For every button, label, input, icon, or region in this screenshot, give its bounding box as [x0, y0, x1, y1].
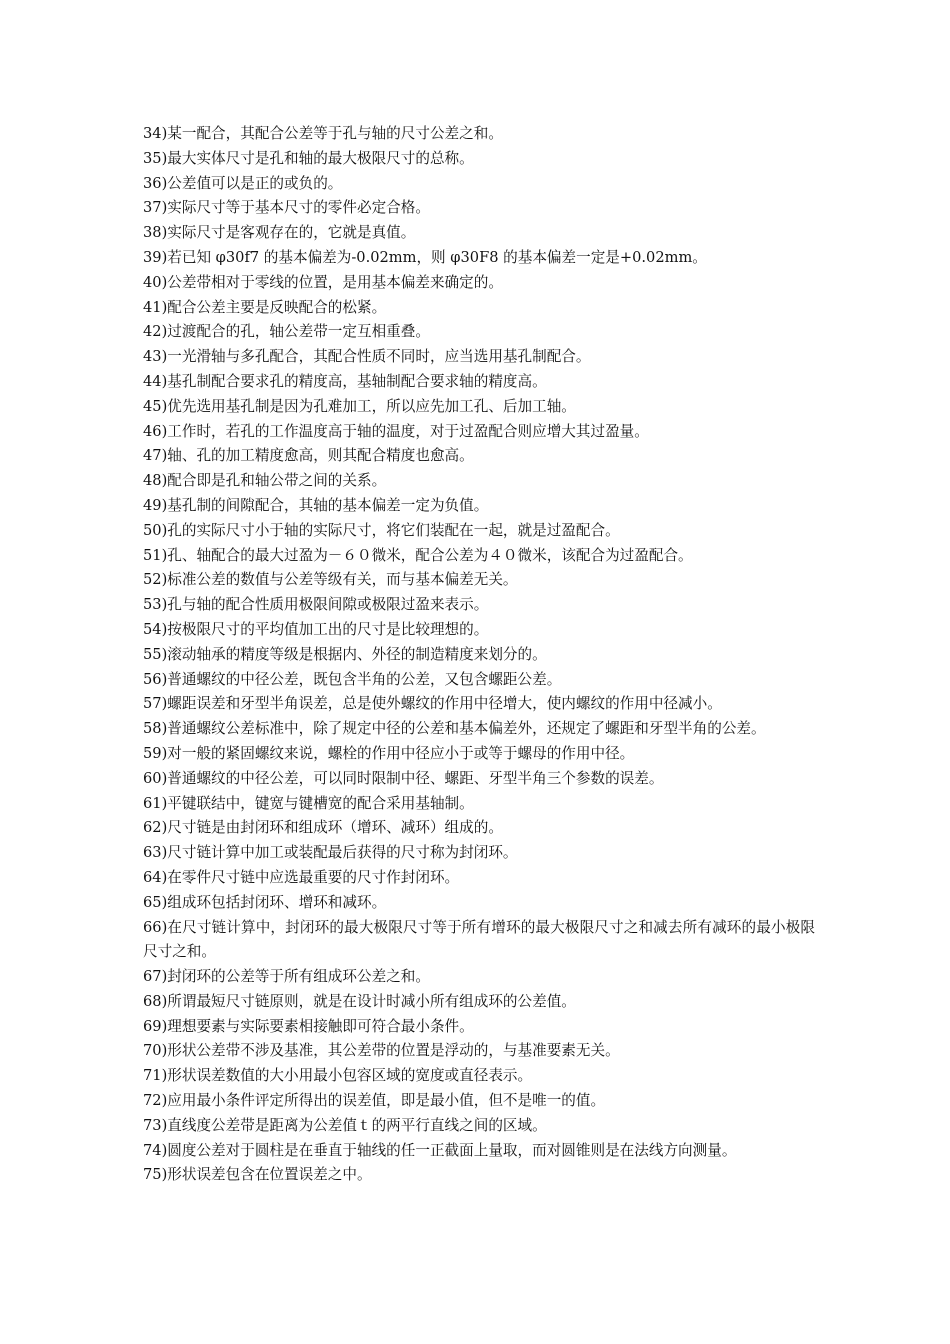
list-item: 61)平键联结中，键宽与键槽宽的配合采用基轴制。 [143, 794, 474, 812]
list-item: 47)轴、孔的加工精度愈高，则其配合精度也愈高。 [143, 447, 474, 465]
list-item: 50)孔的实际尺寸小于轴的实际尺寸，将它们装配在一起，就是过盈配合。 [143, 521, 620, 539]
list-item: 53)孔与轴的配合性质用极限间隙或极限过盈来表示。 [143, 596, 489, 614]
list-item: 74)圆度公差对于圆柱是在垂直于轴线的任一正截面上量取，而对圆锥则是在法线方向测量。 [143, 1141, 737, 1159]
list-item: 73)直线度公差带是距离为公差值ｔ的两平行直线之间的区域。 [143, 1116, 547, 1134]
list-item: 57)螺距误差和牙型半角误差，总是使外螺纹的作用中径增大，使内螺纹的作用中径减小。 [143, 695, 722, 713]
list-item: 37)实际尺寸等于基本尺寸的零件必定合格。 [143, 199, 430, 217]
list-item: 46)工作时，若孔的工作温度高于轴的温度，对于过盈配合则应增大其过盈量。 [143, 422, 649, 440]
list-item: 39)若已知 φ30f7 的基本偏差为-0.02mm，则 φ30F8 的基本偏差一定是+0.02mm。 [143, 248, 707, 266]
list-item: 62)尺寸链是由封闭环和组成环（增环、减环）组成的。 [143, 819, 503, 837]
list-item: 42)过渡配合的孔，轴公差带一定互相重叠。 [143, 323, 430, 341]
list-item: 49)基孔制的间隙配合，其轴的基本偏差一定为负值。 [143, 496, 489, 514]
list-item: 71)形状误差数值的大小用最小包容区域的宽度或直径表示。 [143, 1067, 533, 1085]
list-item: 54)按极限尺寸的平均值加工出的尺寸是比较理想的。 [143, 620, 489, 638]
list-item: 65)组成环包括封闭环、增环和减环。 [143, 893, 387, 911]
list-item: 35)最大实体尺寸是孔和轴的最大极限尺寸的总称。 [143, 149, 474, 167]
list-item: 59)对一般的紧固螺纹来说，螺栓的作用中径应小于或等于螺母的作用中径。 [143, 744, 635, 762]
list-item: 34)某一配合，其配合公差等于孔与轴的尺寸公差之和。 [143, 125, 503, 142]
list-item: 41)配合公差主要是反映配合的松紧。 [143, 298, 387, 316]
list-item: 43)一光滑轴与多孔配合，其配合性质不同时，应当选用基孔制配合。 [143, 348, 591, 366]
list-item: 60)普通螺纹的中径公差，可以同时限制中径、螺距、牙型半角三个参数的误差。 [143, 769, 664, 787]
list-item: 55)滚动轴承的精度等级是根据内、外径的制造精度来划分的。 [143, 645, 547, 663]
list-item: 52)标准公差的数值与公差等级有关，而与基本偏差无关。 [143, 571, 518, 589]
list-item: 63)尺寸链计算中加工或装配最后获得的尺寸称为封闭环。 [143, 844, 518, 862]
list-item: 68)所谓最短尺寸链原则，就是在设计时减小所有组成环的公差值。 [143, 992, 576, 1010]
list-item: 75)形状误差包含在位置误差之中。 [143, 1166, 372, 1184]
list-item: 48)配合即是孔和轴公带之间的关系。 [143, 472, 387, 490]
list-item: 45)优先选用基孔制是因为孔难加工，所以应先加工孔、后加工轴。 [143, 397, 576, 415]
list-item: 69)理想要素与实际要素相接触即可符合最小条件。 [143, 1017, 474, 1035]
list-item: 56)普通螺纹的中径公差，既包含半角的公差，又包含螺距公差。 [143, 670, 562, 688]
list-item: 58)普通螺纹公差标准中，除了规定中径的公差和基本偏差外，还规定了螺距和牙型半角的公差。 [143, 720, 766, 738]
list-item: 40)公差带相对于零线的位置，是用基本偏差来确定的。 [143, 273, 503, 291]
question-list [143, 122, 815, 1188]
list-item: 51)孔、轴配合的最大过盈为－６０微米，配合公差为４０微米，该配合为过盈配合。 [143, 546, 693, 564]
list-item: 66)在尺寸链计算中，封闭环的最大极限尺寸等于所有增环的最大极限尺寸之和减去所有减环的最小极限尺寸之和。 [143, 918, 815, 961]
list-item: 36)公差值可以是正的或负的。 [143, 174, 343, 192]
list-item: 44)基孔制配合要求孔的精度高，基轴制配合要求轴的精度高。 [143, 372, 547, 390]
list-item: 72)应用最小条件评定所得出的误差值，即是最小值，但不是唯一的值。 [143, 1092, 606, 1110]
list-item: 67)封闭环的公差等于所有组成环公差之和。 [143, 968, 430, 986]
list-item: 38)实际尺寸是客观存在的，它就是真值。 [143, 224, 416, 242]
list-item: 64)在零件尺寸链中应选最重要的尺寸作封闭环。 [143, 868, 460, 886]
list-item: 70)形状公差带不涉及基准，其公差带的位置是浮动的，与基准要素无关。 [143, 1042, 620, 1060]
